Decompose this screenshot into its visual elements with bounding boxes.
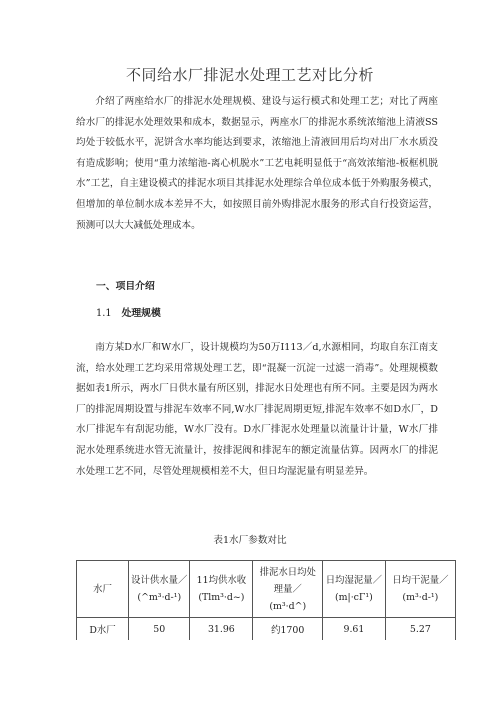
section-heading: 一、项目介绍 (96, 281, 155, 292)
subsection-heading (96, 305, 161, 319)
parameter-table (76, 560, 456, 640)
table-row (77, 618, 456, 641)
table-header-cell: 设计供水量／(^m³·d-¹) (129, 561, 190, 618)
table-caption: 表1水厂参数对比 (213, 535, 287, 546)
table-header-cell: 水厂 (77, 561, 129, 618)
table-cell: 50 (129, 618, 190, 641)
document-title: 不同给水厂排泥水处理工艺对比分析 (125, 66, 374, 84)
table-header-cell: 11均供水收(Tlm³·d~) (190, 561, 253, 618)
table-header-cell: 日均湿泥量／(m|·cΓ¹) (323, 561, 386, 618)
table-header-cell: 日均干泥量／(m³·d-¹) (385, 561, 455, 618)
table-header-row (77, 561, 456, 618)
abstract-paragraph: 介绍了两座给水厂的排泥水处理规模、建设与运行模式和处理工艺；对比了两座给水厂的排泥水处理效果和成本，数据显示，两座水厂的排泥水系统浓缩池上清液SS均处于较低水平，泥饼含水率均能达到要求，浓缩池上清液回用后均对出厂水水质没有造成影响；使用“重力浓缩池-离心机脱水”工艺电耗明显低于“高效浓缩池-板框机脱水”工艺，自主建设模式的排泥水项目其排泥水处理综合单位成本低于外购服务模式，但增加的单位制水成本差异不大，如按照目前外购排泥水服务的形式自行投资运营，预测可以大大减低处理成本。 (76, 96, 438, 231)
subsection-number: 1.1 (96, 308, 112, 319)
subsection-title: 处理规模 (121, 308, 161, 319)
table-cell: 9.61 (323, 618, 386, 641)
table-cell: 约1700 (253, 618, 323, 641)
body-paragraph: 南方某D水厂和W水厂，设计规模均为50万I113／d,水源相同，均取自东江南支流，给水处理工艺均采用常规处理工艺，即“混凝一沉淀一过滤一消毒”。处理规模数据如表1所示，两水厂日供水量有所区别，排泥水日处理也有所不同。主要是因为两水厂的排泥周期设置与排泥车效率不同,W水厂排泥周期更短,排泥车效率不如D水厂，D水厂排泥车有刮泥功能，W水厂没有。D水厂排泥水处理量以流量计计量，W水厂排泥水处理系统进水管无流量计，按排泥阀和排泥车的额定流量估算。因两水厂的排泥水处理工艺不同，尽管处理规模相差不大，但日均湿泥量有明显差异。 (76, 342, 438, 477)
table-cell: 31.96 (190, 618, 253, 641)
table-cell: D水厂 (77, 618, 129, 641)
table-header-cell: 排泥水日均处理量／(m³·d^) (253, 561, 323, 618)
table-cell: 5.27 (385, 618, 455, 641)
